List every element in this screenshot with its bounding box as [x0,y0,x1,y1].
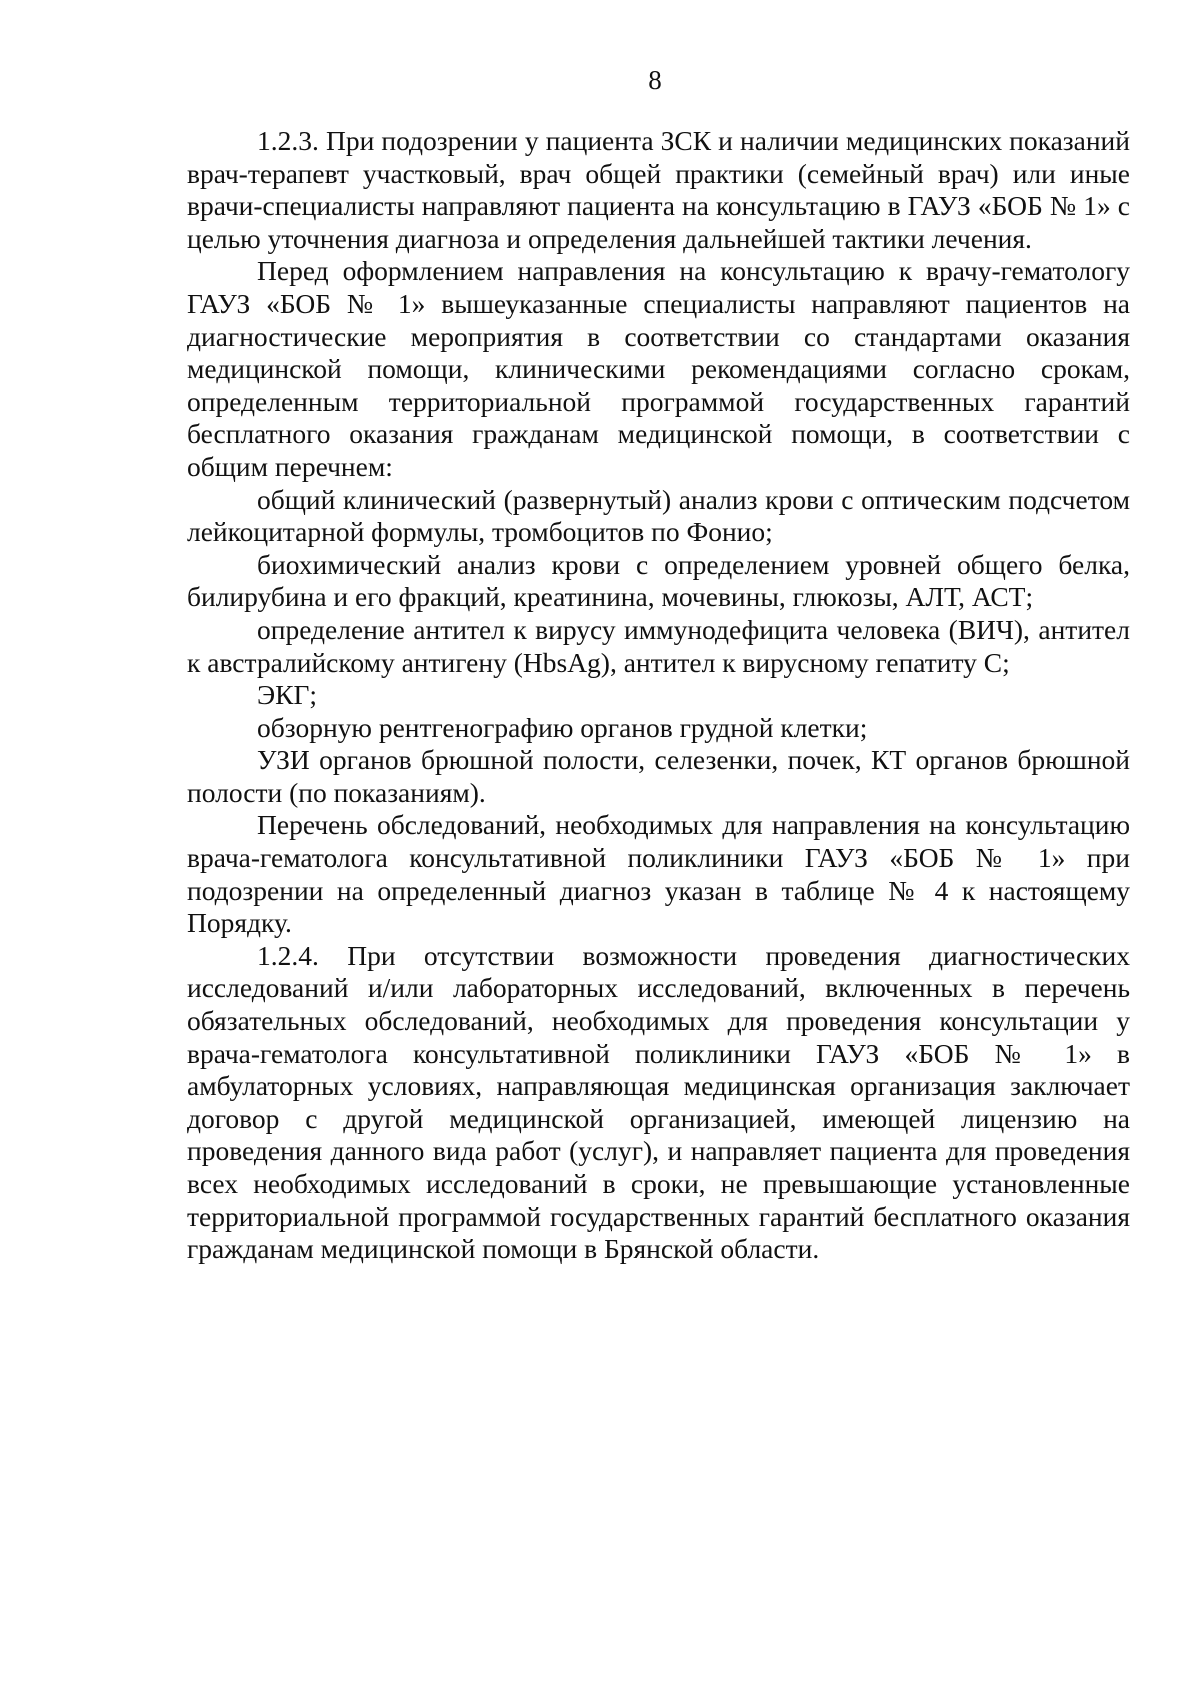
paragraph-referral-preparation: Перед оформлением направления на консультацию к врачу-гематологу ГАУЗ «БОБ № 1» вышеуказанные специалисты направляют пациентов на диагностические мероприятия в соответствии со стандартами оказания медицинской помощи, клиническими рекомендациями согласно срокам, определенным территориальной программой государственных гарантий бесплатного оказания гражданам медицинской помощи, в соответствии с общим перечнем: [187,255,1130,482]
page-number: 8 [648,65,662,95]
list-item-biochemical-test: биохимический анализ крови с определением уровней общего белка, билирубина и его фракций, креатинина, мочевины, глюкозы, АЛТ, АСТ; [187,548,1130,613]
list-item-ecg: ЭКГ; [257,679,318,711]
list-item-blood-test: общий клинический (развернутый) анализ крови с оптическим подсчетом лейкоцитарной формулы, тромбоцитов по Фонио; [187,483,1130,548]
paragraph-1-2-3: 1.2.3. При подозрении у пациента ЗСК и наличии медицинских показаний врач-терапевт участковый, врач общей практики (семейный врач) или иные врачи-специалисты направляют пациента на консультацию в ГАУЗ «БОБ № 1» с целью уточнения диагноза и определения дальнейшей тактики лечения. [187,125,1130,254]
list-item-chest-xray: обзорную рентгенографию органов грудной клетки; [257,711,868,743]
list-item-ultrasound-ct: УЗИ органов брюшной полости, селезенки, почек, КТ органов брюшной полости (по показаниям). [187,744,1130,808]
paragraph-1-2-4: 1.2.4. При отсутствии возможности проведения диагностических исследований и/или лабораторных исследований, включенных в перечень обязательных обследований, необходимых для проведения консультации у врача-гематолога консультативной поликлиники ГАУЗ «БОБ № 1» в амбулаторных условиях, направляющая медицинская организация заключает договор с другой медицинской организацией, имеющей лицензию на проведения данного вида работ (услуг), и направляет пациента для проведения всех необходимых исследований в сроки, не превышающие установленные территориальной программой государственных гарантий бесплатного оказания гражданам медицинской помощи в Брянской области. [187,939,1130,1265]
document-body [187,125,1130,1266]
list-item-antibody-test: определение антител к вирусу иммунодефицита человека (ВИЧ), антител к австралийскому антигену (HbsAg), антител к вирусному гепатиту С; [187,613,1130,678]
paragraph-examination-list: Перечень обследований, необходимых для направления на консультацию врача-гематолога консультативной поликлиники ГАУЗ «БОБ № 1» при подозрении на определенный диагноз указан в таблице № 4 к настоящему Порядку. [187,809,1130,939]
